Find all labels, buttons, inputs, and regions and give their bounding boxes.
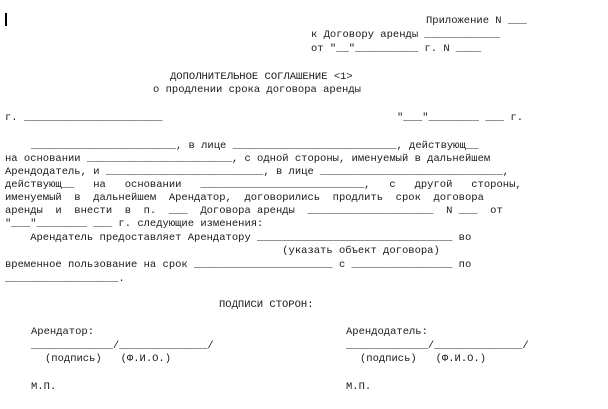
body-line-2: на основании _______________________, с одной стороны, именуемый в дальнейшем xyxy=(5,153,491,165)
lessee-signature-caption: (подпись) (Ф.И.О.) xyxy=(45,353,172,365)
annex-number: Приложение N ___ xyxy=(426,15,527,27)
annex-contract-ref: к Договору аренды ____________ xyxy=(311,29,501,41)
body-line-6: аренды и внести в п. ___ Договора аренды ____________________ N ___ от xyxy=(5,205,503,217)
body-line-4: действующ__ на основании __________________________, с другой стороны, xyxy=(5,179,522,191)
lessor-role: Арендодатель: xyxy=(346,326,428,338)
object-caption: (указать объект договора) xyxy=(5,245,440,257)
lessor-signature-caption: (подпись) (Ф.И.О.) xyxy=(360,353,487,365)
lessee-role: Арендатор: xyxy=(31,326,95,338)
place-field: г. ______________________ xyxy=(5,112,163,124)
body-line-10: временное пользование на срок ______________________ с ________________ по xyxy=(5,259,472,271)
body-line-5: именуемый в дальнейшем Арендатор, договорились продлить срок договора xyxy=(5,192,484,204)
text-cursor xyxy=(5,13,7,26)
lessee-stamp: М.П. xyxy=(31,381,57,393)
lessee-signature-line: _____________/______________/ xyxy=(31,340,214,352)
signatures-header: ПОДПИСИ СТОРОН: xyxy=(219,299,314,311)
lessor-stamp: М.П. xyxy=(346,381,372,393)
body-line-1: _______________________, в лице __________________________, действующ__ xyxy=(31,140,479,152)
date-field: "___"________ ___ г. xyxy=(397,112,524,124)
annex-contract-date: от "__"__________ г. N ____ xyxy=(311,43,482,55)
body-line-7: "___"________ ___ г. следующие изменения: xyxy=(5,218,264,230)
lessor-signature-line: _____________/______________/ xyxy=(346,340,529,352)
body-line-8: Арендатель предоставляет Арендатору _______________________________ во xyxy=(5,232,472,244)
document-title: ДОПОЛНИТЕЛЬНОЕ СОГЛАШЕНИЕ <1> xyxy=(170,71,353,83)
body-line-11: __________________. xyxy=(5,273,125,285)
document-subtitle: о продлении срока договора аренды xyxy=(153,84,361,96)
body-line-3: Арендодатель, и _________________________, в лице _____________________________, xyxy=(5,166,510,178)
